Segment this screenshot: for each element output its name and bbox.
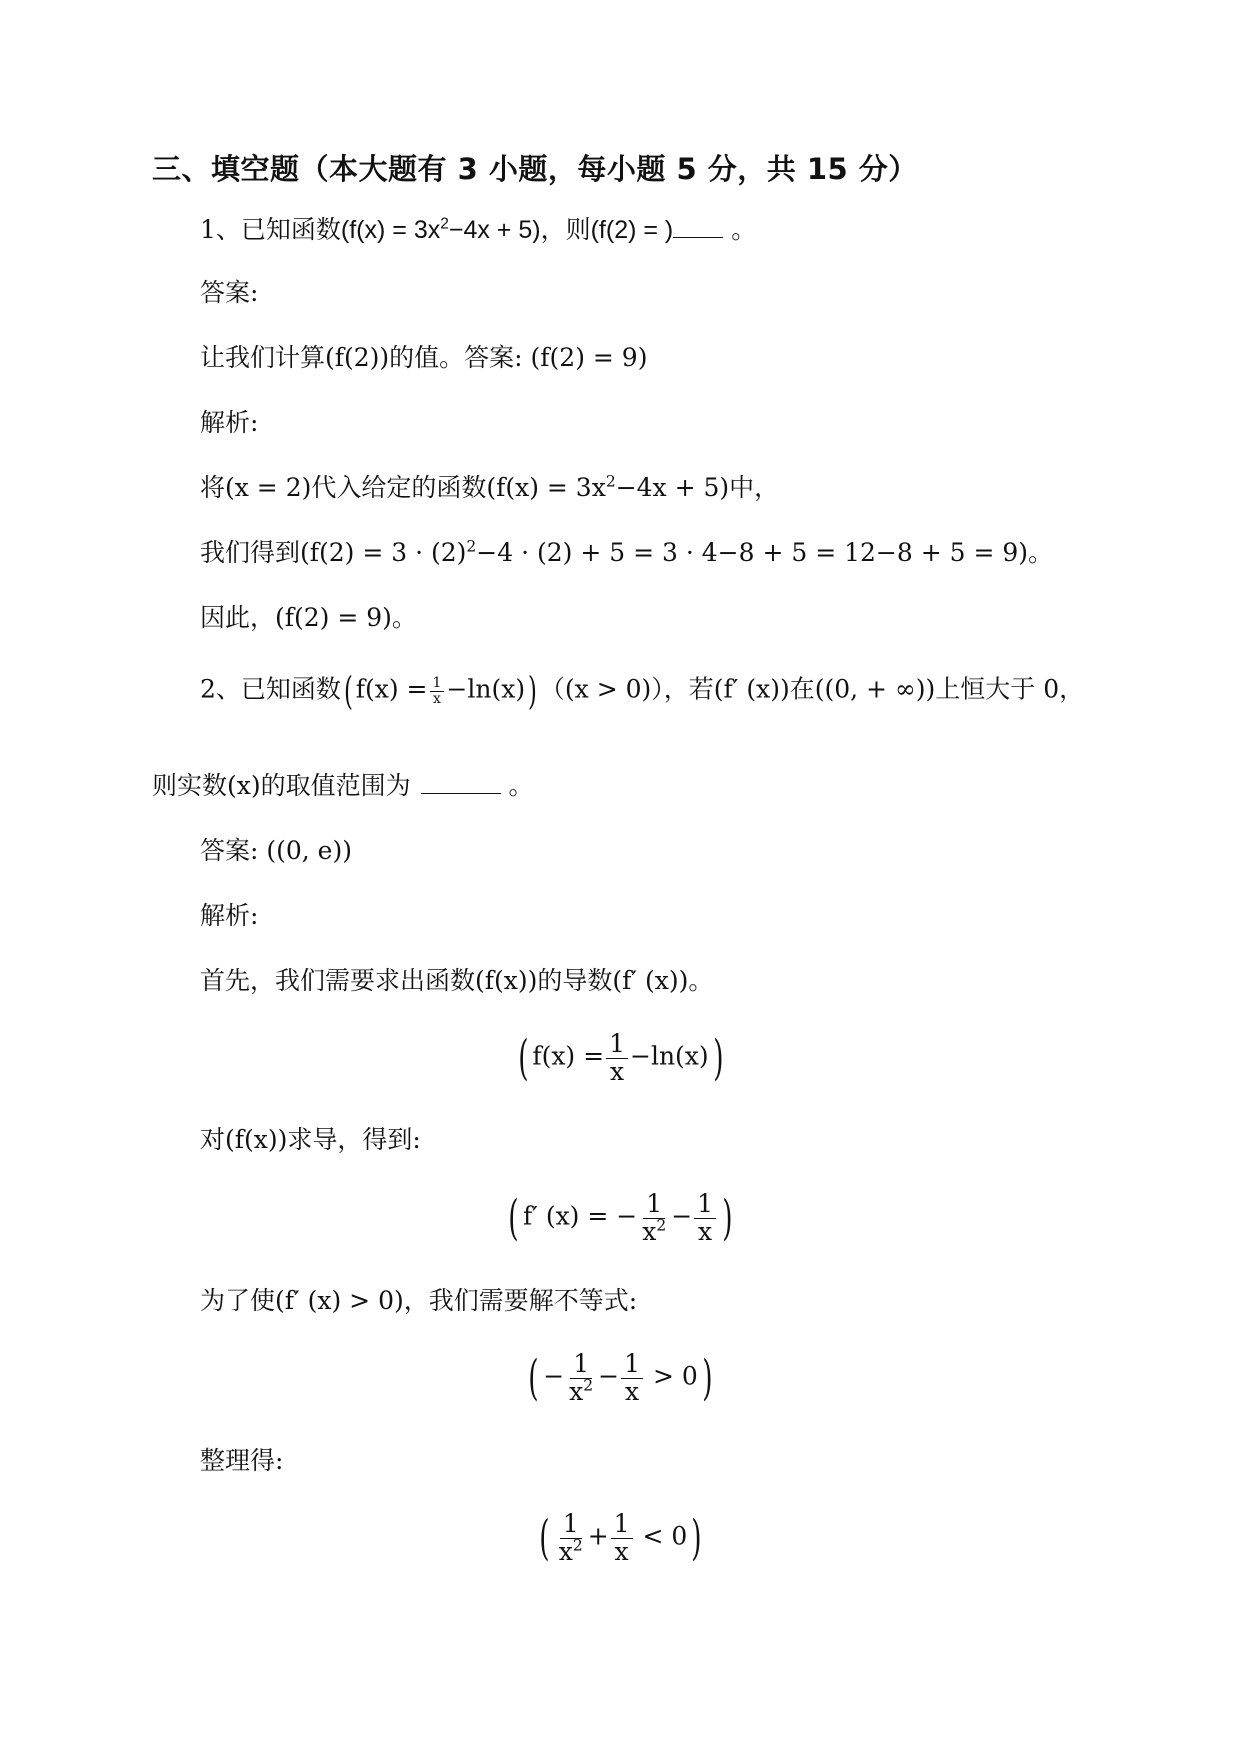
q1-function: $(f(x) = 3x^2-4x + 5)$ (340, 215, 541, 244)
inequality-1: ( − $\frac{1}{x^2}$ − $\frac{1}{x}$ > 0) (528, 1349, 713, 1406)
q2-analysis-label: 解析: (200, 901, 259, 930)
q2-answer: 答案: ((0, e)) (200, 836, 352, 865)
q2-diff-text: 对(f(x))求导，得到: (200, 1125, 421, 1154)
equation-derivative: ( f′ (x) = − $\frac{1}{x^2}$ − $\frac{1}{x}$ ) (508, 1189, 733, 1246)
q1-blank (673, 236, 723, 238)
section-heading: 三、填空题（本大题有 3 小题，每小题 5 分，共 15 分） (152, 152, 918, 186)
q2-first-step: 首先，我们需要求出函数(f(x))的导数(f′ (x))。 (200, 966, 714, 995)
q1-prefix: 1、已知函数 (200, 215, 341, 244)
equation-f: ( f(x) = $\frac{1}{x}$ −ln(x)) (517, 1029, 724, 1086)
q2-frac-1-over-x: $\frac{1}{x}$ (430, 676, 445, 706)
q2-blank (421, 792, 501, 794)
q2-solve-text: 为了使(f′ (x) > 0)，我们需要解不等式: (200, 1286, 638, 1315)
question-2: 2、已知函数( f(x) = $\frac{1}{x}$ −ln(x)) （(x > 0)），若(f′ (x))在((0, + ∞))上恒大于 0， (200, 669, 1085, 713)
q1-step-1: 将(x = 2)代入给定的函数$(f(x) = 3x^2-4x + 5)$中， (200, 472, 780, 502)
q2-line-2: 则实数(x)的取值范围为 。 (152, 771, 534, 800)
q1-answer: 让我们计算(f(2))的值。答案: (f(2) = 9) (200, 343, 648, 372)
inequality-2: ( $\frac{1}{x^2}$ + $\frac{1}{x}$ < 0) (539, 1509, 702, 1566)
q1-step-2: 我们得到$(f(2) = 3 \cdot (2)^2-4 \cdot (2) + 5 = 3 \cdot 4-8 + 5 = 12-8 + 5 = 9)$。 (200, 537, 1053, 567)
q1-answer-label: 答案: (200, 278, 259, 307)
q2-simplify-text: 整理得: (200, 1446, 284, 1475)
question-1 (200, 217, 756, 243)
q1-end: 。 (723, 215, 757, 244)
q1-sep: ，则 (540, 215, 591, 244)
q1-analysis-label: 解析: (200, 408, 259, 437)
q1-conclusion: 因此，(f(2) = 9)。 (200, 603, 417, 632)
q1-ask: (f(2) = ) (590, 216, 674, 244)
